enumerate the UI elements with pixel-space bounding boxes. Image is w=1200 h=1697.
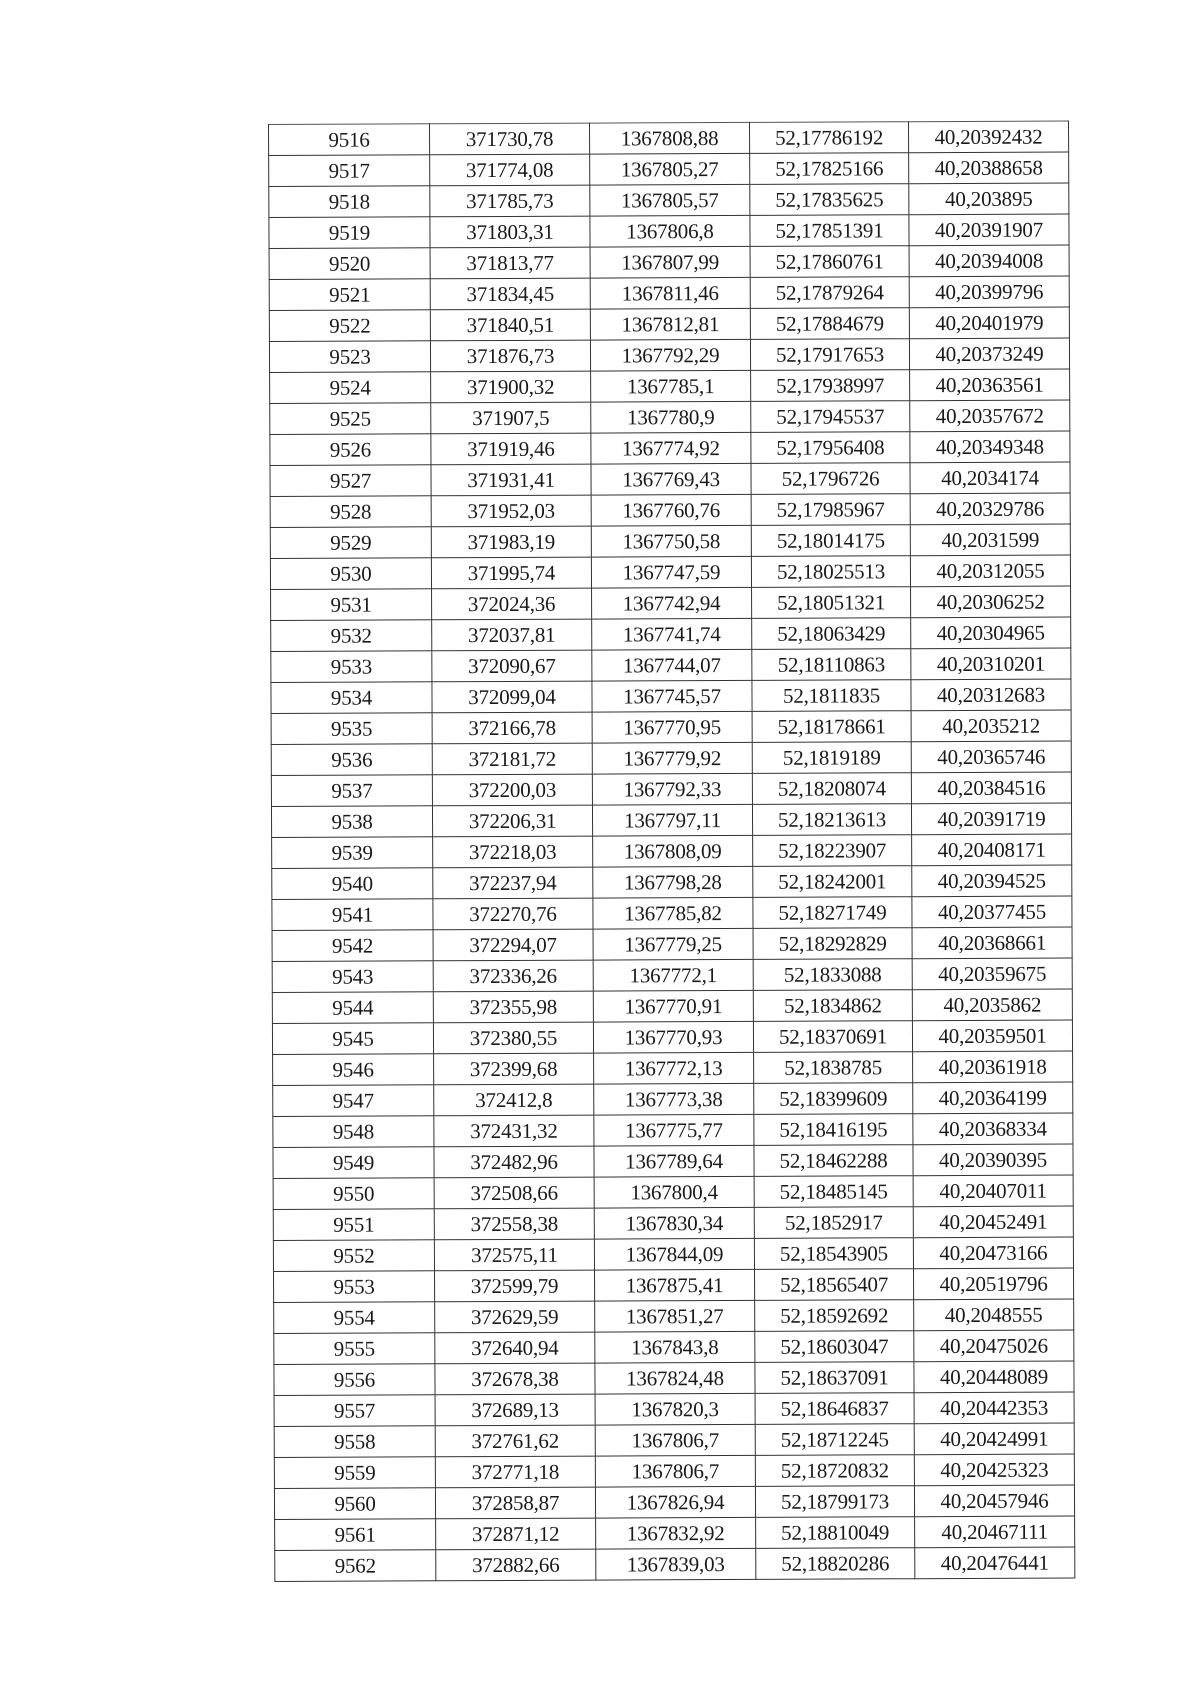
latitude-cell: 52,18592692	[755, 1300, 914, 1332]
y-coordinate-cell: 1367832,92	[596, 1517, 756, 1549]
y-coordinate-cell: 1367774,92	[591, 432, 751, 464]
y-coordinate-cell: 1367806,7	[595, 1424, 755, 1456]
latitude-cell: 52,18213613	[752, 804, 911, 836]
table-row	[270, 400, 1070, 434]
y-coordinate-cell: 1367773,38	[594, 1083, 754, 1115]
x-coordinate-cell: 371840,51	[430, 309, 590, 341]
y-coordinate-cell: 1367770,93	[593, 1021, 753, 1053]
longitude-cell: 40,20473166	[913, 1237, 1073, 1269]
latitude-cell: 52,18014175	[751, 525, 910, 557]
y-coordinate-cell: 1367775,77	[594, 1114, 754, 1146]
point-number-cell: 9562	[275, 1550, 436, 1582]
y-coordinate-cell: 1367780,9	[591, 401, 751, 433]
longitude-cell: 40,20310201	[911, 648, 1071, 680]
latitude-cell: 52,17786192	[749, 122, 908, 154]
latitude-cell: 52,17825166	[750, 153, 909, 185]
point-number-cell: 9527	[270, 465, 431, 497]
latitude-cell: 52,18820286	[756, 1548, 915, 1580]
longitude-cell: 40,20384516	[911, 772, 1071, 804]
longitude-cell: 40,20312683	[911, 679, 1071, 711]
latitude-cell: 52,18178661	[752, 711, 911, 743]
longitude-cell: 40,2031599	[910, 524, 1070, 556]
point-number-cell: 9558	[274, 1426, 435, 1458]
y-coordinate-cell: 1367805,57	[590, 184, 750, 216]
x-coordinate-cell: 372355,98	[433, 991, 593, 1023]
latitude-cell: 52,17945537	[751, 401, 910, 433]
longitude-cell: 40,2035862	[912, 989, 1072, 1021]
x-coordinate-cell: 372482,96	[434, 1146, 594, 1178]
latitude-cell: 52,17884679	[750, 308, 909, 340]
coordinates-table	[268, 121, 1075, 1582]
table-row	[269, 214, 1069, 248]
x-coordinate-cell: 372294,07	[433, 929, 593, 961]
table-row	[271, 679, 1071, 713]
longitude-cell: 40,20365746	[911, 741, 1071, 773]
x-coordinate-cell: 371834,45	[430, 278, 590, 310]
table-row	[271, 803, 1071, 837]
y-coordinate-cell: 1367830,34	[594, 1207, 754, 1239]
x-coordinate-cell: 372508,66	[434, 1177, 594, 1209]
x-coordinate-cell: 372771,18	[435, 1456, 595, 1488]
table-row	[275, 1516, 1075, 1550]
longitude-cell: 40,20476441	[915, 1547, 1075, 1579]
longitude-cell: 40,20306252	[911, 586, 1071, 618]
y-coordinate-cell: 1367770,91	[593, 990, 753, 1022]
longitude-cell: 40,20361918	[913, 1051, 1073, 1083]
latitude-cell: 52,18110863	[752, 649, 911, 681]
y-coordinate-cell: 1367797,11	[592, 804, 752, 836]
y-coordinate-cell: 1367826,94	[595, 1486, 755, 1518]
y-coordinate-cell: 1367805,27	[590, 153, 750, 185]
table-row	[274, 1361, 1074, 1395]
y-coordinate-cell: 1367839,03	[596, 1548, 756, 1580]
table-row	[272, 1020, 1072, 1054]
x-coordinate-cell: 372099,04	[432, 681, 592, 713]
x-coordinate-cell: 372218,03	[433, 836, 593, 868]
latitude-cell: 52,18370691	[753, 1021, 912, 1053]
latitude-cell: 52,1819189	[752, 742, 911, 774]
longitude-cell: 40,20349348	[910, 431, 1070, 463]
longitude-cell: 40,2035212	[911, 710, 1071, 742]
point-number-cell: 9554	[274, 1302, 435, 1334]
y-coordinate-cell: 1367747,59	[591, 556, 751, 588]
point-number-cell: 9537	[271, 775, 432, 807]
latitude-cell: 52,17879264	[750, 277, 909, 309]
longitude-cell: 40,20368661	[912, 927, 1072, 959]
latitude-cell: 52,18565407	[755, 1269, 914, 1301]
x-coordinate-cell: 372024,36	[432, 588, 592, 620]
x-coordinate-cell: 371900,32	[431, 371, 591, 403]
point-number-cell: 9517	[269, 155, 430, 187]
x-coordinate-cell: 372380,55	[433, 1022, 593, 1054]
y-coordinate-cell: 1367750,58	[591, 525, 751, 557]
longitude-cell: 40,2034174	[910, 462, 1070, 494]
longitude-cell: 40,20364199	[913, 1082, 1073, 1114]
point-number-cell: 9534	[271, 682, 432, 714]
latitude-cell: 52,1833088	[753, 959, 912, 991]
table-row	[269, 183, 1069, 217]
point-number-cell: 9557	[274, 1395, 435, 1427]
point-number-cell: 9531	[271, 589, 432, 621]
point-number-cell: 9529	[270, 527, 431, 559]
table-row	[272, 865, 1072, 899]
table-row	[272, 958, 1072, 992]
table-row	[273, 1082, 1073, 1116]
latitude-cell: 52,17860761	[750, 246, 909, 278]
table-row	[269, 338, 1069, 372]
x-coordinate-cell: 372640,94	[435, 1332, 595, 1364]
point-number-cell: 9560	[274, 1488, 435, 1520]
latitude-cell: 52,18292829	[753, 928, 912, 960]
table-row	[271, 617, 1071, 651]
y-coordinate-cell: 1367812,81	[590, 308, 750, 340]
table-row	[274, 1268, 1074, 1302]
latitude-cell: 52,18810049	[756, 1517, 915, 1549]
table-row	[269, 307, 1069, 341]
x-coordinate-cell: 372090,67	[432, 650, 592, 682]
longitude-cell: 40,20394525	[912, 865, 1072, 897]
y-coordinate-cell: 1367807,99	[590, 246, 750, 278]
y-coordinate-cell: 1367811,46	[590, 277, 750, 309]
longitude-cell: 40,20391907	[909, 214, 1069, 246]
longitude-cell: 40,20448089	[914, 1361, 1074, 1393]
x-coordinate-cell: 371730,78	[430, 123, 590, 155]
table-row	[271, 586, 1071, 620]
longitude-cell: 40,20401979	[909, 307, 1069, 339]
longitude-cell: 40,20457946	[914, 1485, 1074, 1517]
point-number-cell: 9547	[273, 1085, 434, 1117]
x-coordinate-cell: 372200,03	[432, 774, 592, 806]
latitude-cell: 52,18416195	[754, 1114, 913, 1146]
table-row	[272, 927, 1072, 961]
y-coordinate-cell: 1367770,95	[592, 711, 752, 743]
point-number-cell: 9548	[273, 1116, 434, 1148]
x-coordinate-cell: 372575,11	[434, 1239, 594, 1271]
latitude-cell: 52,18208074	[752, 773, 911, 805]
longitude-cell: 40,20424991	[914, 1423, 1074, 1455]
longitude-cell: 40,20519796	[914, 1268, 1074, 1300]
y-coordinate-cell: 1367785,1	[591, 370, 751, 402]
table-row	[270, 431, 1070, 465]
table-row	[273, 1113, 1073, 1147]
table-row	[269, 121, 1069, 155]
x-coordinate-cell: 372431,32	[434, 1115, 594, 1147]
y-coordinate-cell: 1367792,29	[590, 339, 750, 371]
longitude-cell: 40,20357672	[910, 400, 1070, 432]
y-coordinate-cell: 1367820,3	[595, 1393, 755, 1425]
x-coordinate-cell: 371919,46	[431, 433, 591, 465]
latitude-cell: 52,1811835	[752, 680, 911, 712]
x-coordinate-cell: 371774,08	[430, 154, 590, 186]
x-coordinate-cell: 372599,79	[435, 1270, 595, 1302]
longitude-cell: 40,20442353	[914, 1392, 1074, 1424]
x-coordinate-cell: 372412,8	[434, 1084, 594, 1116]
latitude-cell: 52,1852917	[754, 1207, 913, 1239]
latitude-cell: 52,18646837	[755, 1393, 914, 1425]
latitude-cell: 52,1796726	[751, 463, 910, 495]
table-row	[273, 1144, 1073, 1178]
longitude-cell: 40,20363561	[910, 369, 1070, 401]
table-row	[269, 276, 1069, 310]
point-number-cell: 9549	[273, 1147, 434, 1179]
longitude-cell: 40,20359675	[912, 958, 1072, 990]
latitude-cell: 52,18242001	[753, 866, 912, 898]
point-number-cell: 9552	[273, 1240, 434, 1272]
y-coordinate-cell: 1367789,64	[594, 1145, 754, 1177]
table-row	[270, 524, 1070, 558]
latitude-cell: 52,18720832	[755, 1455, 914, 1487]
y-coordinate-cell: 1367875,41	[595, 1269, 755, 1301]
y-coordinate-cell: 1367779,92	[592, 742, 752, 774]
point-number-cell: 9555	[274, 1333, 435, 1365]
latitude-cell: 52,18051321	[752, 587, 911, 619]
table-row	[269, 245, 1069, 279]
latitude-cell: 52,18063429	[752, 618, 911, 650]
x-coordinate-cell: 372689,13	[435, 1394, 595, 1426]
table-row	[271, 710, 1071, 744]
point-number-cell: 9518	[269, 186, 430, 218]
longitude-cell: 40,20407011	[913, 1175, 1073, 1207]
latitude-cell: 52,17938997	[751, 370, 910, 402]
latitude-cell: 52,18462288	[754, 1145, 913, 1177]
x-coordinate-cell: 371876,73	[430, 340, 590, 372]
longitude-cell: 40,20425323	[914, 1454, 1074, 1486]
y-coordinate-cell: 1367741,74	[592, 618, 752, 650]
latitude-cell: 52,18799173	[755, 1486, 914, 1518]
table-row	[272, 896, 1072, 930]
point-number-cell: 9546	[273, 1054, 434, 1086]
x-coordinate-cell: 372237,94	[433, 867, 593, 899]
x-coordinate-cell: 371803,31	[430, 216, 590, 248]
longitude-cell: 40,20304965	[911, 617, 1071, 649]
x-coordinate-cell: 371785,73	[430, 185, 590, 217]
point-number-cell: 9553	[274, 1271, 435, 1303]
longitude-cell: 40,20388658	[909, 152, 1069, 184]
latitude-cell: 52,17851391	[750, 215, 909, 247]
x-coordinate-cell: 372858,87	[435, 1487, 595, 1519]
y-coordinate-cell: 1367769,43	[591, 463, 751, 495]
y-coordinate-cell: 1367843,8	[595, 1331, 755, 1363]
latitude-cell: 52,18712245	[755, 1424, 914, 1456]
table-row	[272, 989, 1072, 1023]
coordinates-table-body	[269, 121, 1075, 1581]
x-coordinate-cell: 371907,5	[431, 402, 591, 434]
y-coordinate-cell: 1367760,76	[591, 494, 751, 526]
point-number-cell: 9545	[272, 1023, 433, 1055]
table-row	[274, 1454, 1074, 1488]
y-coordinate-cell: 1367806,8	[590, 215, 750, 247]
point-number-cell: 9544	[272, 992, 433, 1024]
x-coordinate-cell: 372882,66	[436, 1549, 596, 1581]
point-number-cell: 9524	[270, 372, 431, 404]
point-number-cell: 9519	[269, 217, 430, 249]
x-coordinate-cell: 372871,12	[436, 1518, 596, 1550]
latitude-cell: 52,17985967	[751, 494, 910, 526]
latitude-cell: 52,18025513	[751, 556, 910, 588]
y-coordinate-cell: 1367779,25	[593, 928, 753, 960]
longitude-cell: 40,20394008	[909, 245, 1069, 277]
point-number-cell: 9523	[269, 341, 430, 373]
y-coordinate-cell: 1367808,09	[593, 835, 753, 867]
table-row	[271, 648, 1071, 682]
x-coordinate-cell: 371931,41	[431, 464, 591, 496]
point-number-cell: 9556	[274, 1364, 435, 1396]
longitude-cell: 40,20368334	[913, 1113, 1073, 1145]
point-number-cell: 9540	[272, 868, 433, 900]
table-row	[273, 1051, 1073, 1085]
y-coordinate-cell: 1367772,1	[593, 959, 753, 991]
table-row	[274, 1392, 1074, 1426]
point-number-cell: 9526	[270, 434, 431, 466]
longitude-cell: 40,20452491	[913, 1206, 1073, 1238]
y-coordinate-cell: 1367851,27	[595, 1300, 755, 1332]
latitude-cell: 52,17917653	[750, 339, 909, 371]
x-coordinate-cell: 372270,76	[433, 898, 593, 930]
latitude-cell: 52,18271749	[753, 897, 912, 929]
x-coordinate-cell: 371983,19	[431, 526, 591, 558]
longitude-cell: 40,20329786	[910, 493, 1070, 525]
point-number-cell: 9525	[270, 403, 431, 435]
table-row	[270, 462, 1070, 496]
point-number-cell: 9550	[273, 1178, 434, 1210]
table-row	[274, 1299, 1074, 1333]
latitude-cell: 52,18543905	[754, 1238, 913, 1270]
x-coordinate-cell: 372037,81	[432, 619, 592, 651]
point-number-cell: 9561	[275, 1519, 436, 1551]
point-number-cell: 9522	[269, 310, 430, 342]
y-coordinate-cell: 1367806,7	[595, 1455, 755, 1487]
table-row	[274, 1330, 1074, 1364]
table-row	[272, 834, 1072, 868]
table-row	[273, 1206, 1073, 1240]
x-coordinate-cell: 371952,03	[431, 495, 591, 527]
point-number-cell: 9536	[271, 744, 432, 776]
point-number-cell: 9530	[270, 558, 431, 590]
x-coordinate-cell: 372206,31	[432, 805, 592, 837]
longitude-cell: 40,2048555	[914, 1299, 1074, 1331]
point-number-cell: 9521	[269, 279, 430, 311]
point-number-cell: 9539	[272, 837, 433, 869]
table-row	[270, 555, 1070, 589]
x-coordinate-cell: 371813,77	[430, 247, 590, 279]
table-row	[274, 1485, 1074, 1519]
x-coordinate-cell: 372761,62	[435, 1425, 595, 1457]
point-number-cell: 9533	[271, 651, 432, 683]
point-number-cell: 9551	[273, 1209, 434, 1241]
point-number-cell: 9541	[272, 899, 433, 931]
x-coordinate-cell: 372558,38	[434, 1208, 594, 1240]
x-coordinate-cell: 372336,26	[433, 960, 593, 992]
y-coordinate-cell: 1367808,88	[589, 122, 749, 154]
point-number-cell: 9538	[271, 806, 432, 838]
longitude-cell: 40,20399796	[909, 276, 1069, 308]
table-row	[271, 741, 1071, 775]
longitude-cell: 40,20408171	[912, 834, 1072, 866]
latitude-cell: 52,17956408	[751, 432, 910, 464]
latitude-cell: 52,1838785	[754, 1052, 913, 1084]
point-number-cell: 9528	[270, 496, 431, 528]
point-number-cell: 9542	[272, 930, 433, 962]
y-coordinate-cell: 1367742,94	[592, 587, 752, 619]
latitude-cell: 52,18399609	[754, 1083, 913, 1115]
y-coordinate-cell: 1367844,09	[594, 1238, 754, 1270]
y-coordinate-cell: 1367745,57	[592, 680, 752, 712]
x-coordinate-cell: 372678,38	[435, 1363, 595, 1395]
longitude-cell: 40,203895	[909, 183, 1069, 215]
table-row	[274, 1423, 1074, 1457]
table-row	[273, 1175, 1073, 1209]
y-coordinate-cell: 1367744,07	[592, 649, 752, 681]
latitude-cell: 52,17835625	[750, 184, 909, 216]
point-number-cell: 9520	[269, 248, 430, 280]
table-row	[273, 1237, 1073, 1271]
longitude-cell: 40,20475026	[914, 1330, 1074, 1362]
y-coordinate-cell: 1367792,33	[592, 773, 752, 805]
point-number-cell: 9543	[272, 961, 433, 993]
longitude-cell: 40,20373249	[909, 338, 1069, 370]
y-coordinate-cell: 1367800,4	[594, 1176, 754, 1208]
point-number-cell: 9532	[271, 620, 432, 652]
x-coordinate-cell: 372399,68	[434, 1053, 594, 1085]
longitude-cell: 40,20391719	[911, 803, 1071, 835]
longitude-cell: 40,20392432	[908, 121, 1068, 153]
y-coordinate-cell: 1367772,13	[594, 1052, 754, 1084]
latitude-cell: 52,18603047	[755, 1331, 914, 1363]
table-row	[270, 493, 1070, 527]
latitude-cell: 52,18223907	[753, 835, 912, 867]
point-number-cell: 9559	[274, 1457, 435, 1489]
table-row	[270, 369, 1070, 403]
table-row	[269, 152, 1069, 186]
longitude-cell: 40,20377455	[912, 896, 1072, 928]
latitude-cell: 52,18485145	[754, 1176, 913, 1208]
table-row	[275, 1547, 1075, 1581]
x-coordinate-cell: 372629,59	[435, 1301, 595, 1333]
point-number-cell: 9516	[269, 124, 430, 156]
y-coordinate-cell: 1367824,48	[595, 1362, 755, 1394]
longitude-cell: 40,20359501	[912, 1020, 1072, 1052]
x-coordinate-cell: 372166,78	[432, 712, 592, 744]
point-number-cell: 9535	[271, 713, 432, 745]
latitude-cell: 52,1834862	[753, 990, 912, 1022]
y-coordinate-cell: 1367798,28	[593, 866, 753, 898]
longitude-cell: 40,20467111	[915, 1516, 1075, 1548]
latitude-cell: 52,18637091	[755, 1362, 914, 1394]
y-coordinate-cell: 1367785,82	[593, 897, 753, 929]
longitude-cell: 40,20390395	[913, 1144, 1073, 1176]
longitude-cell: 40,20312055	[910, 555, 1070, 587]
x-coordinate-cell: 371995,74	[431, 557, 591, 589]
x-coordinate-cell: 372181,72	[432, 743, 592, 775]
table-row	[271, 772, 1071, 806]
